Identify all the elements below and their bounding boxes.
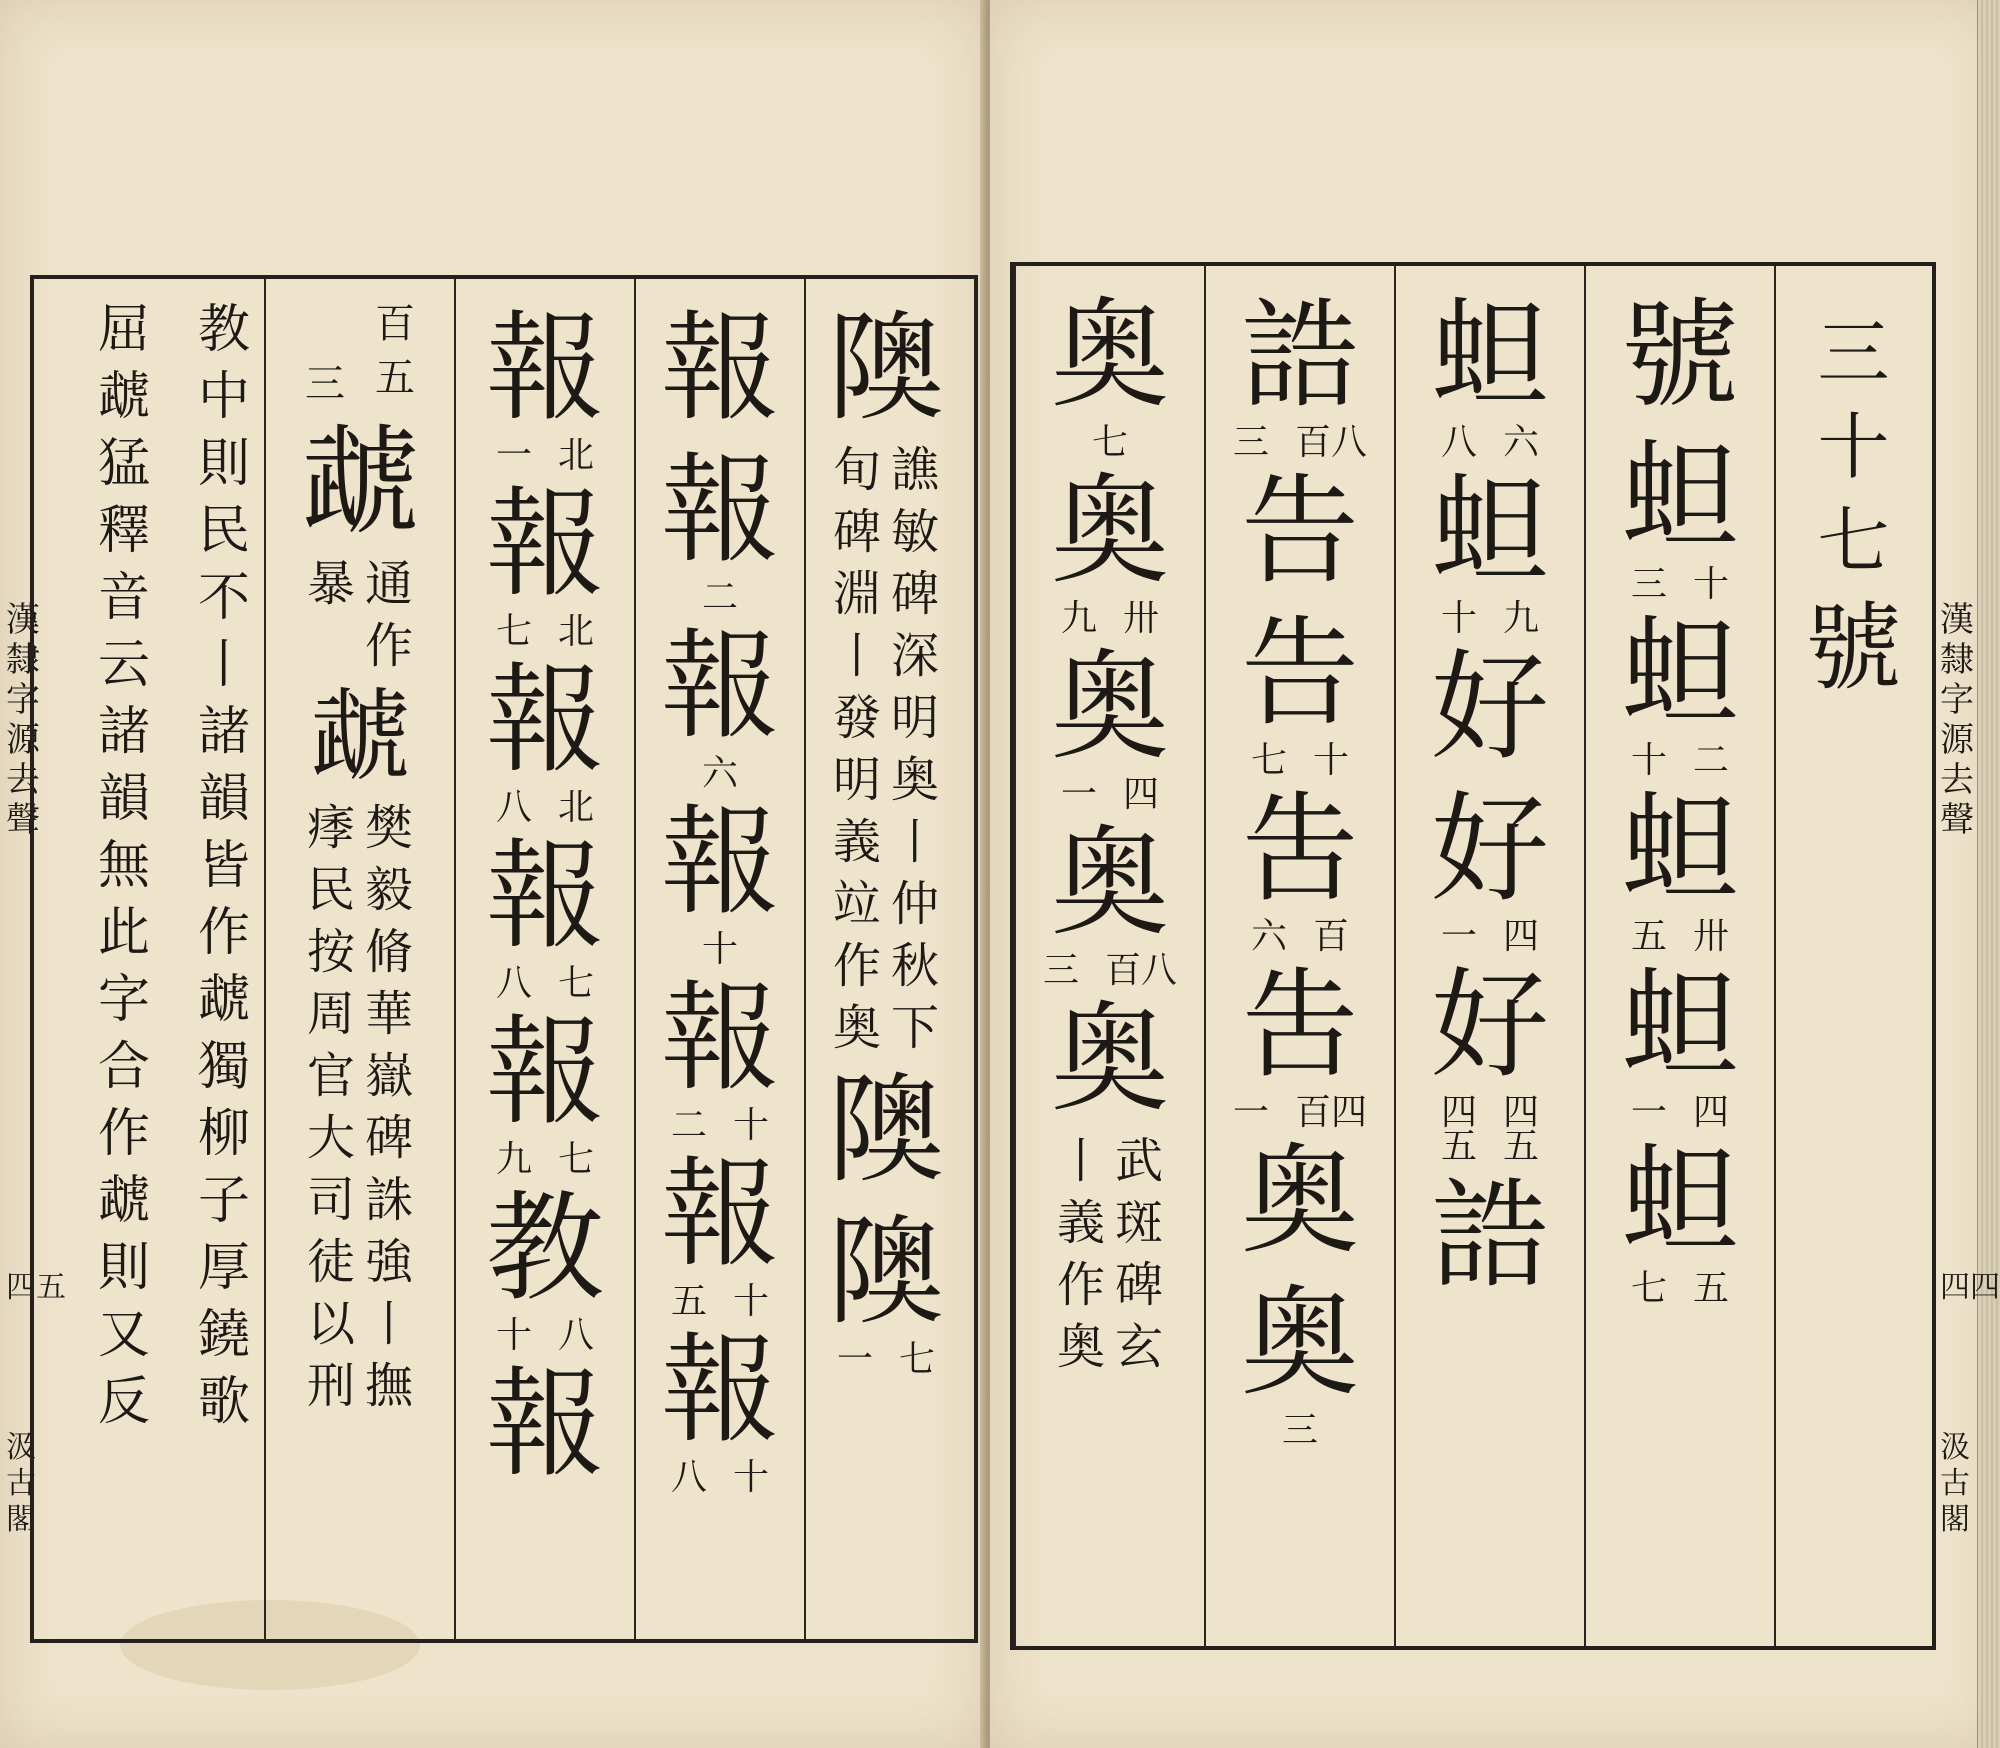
left-column-3 xyxy=(454,279,634,1639)
note-char: 強 xyxy=(365,1234,414,1290)
right-publisher xyxy=(1940,1430,1970,1538)
note-char: 三 xyxy=(1630,564,1667,605)
publisher-char: 古 xyxy=(1940,1466,1970,1501)
note-char: 武 xyxy=(1115,1133,1164,1189)
margin-char: 聲 xyxy=(1940,800,1974,840)
note-char: 一 xyxy=(1060,774,1097,815)
note-right xyxy=(375,297,415,411)
publisher-char: 閣 xyxy=(6,1502,36,1537)
note-char: 四 xyxy=(1503,916,1540,957)
text-char: 無 xyxy=(97,836,150,896)
text-char: 則 xyxy=(97,1238,150,1298)
right-margin-title xyxy=(1940,600,1974,840)
note-char: 七 xyxy=(899,1339,936,1380)
note-char: 六 xyxy=(701,753,738,794)
seal-character: 好 xyxy=(1430,638,1549,776)
note-char: 六 xyxy=(1250,916,1287,957)
note-char: 八 xyxy=(495,963,532,1004)
text-char: 作 xyxy=(97,1104,150,1164)
note-char: 卅 xyxy=(1123,598,1160,639)
publisher-char: 閣 xyxy=(1940,1502,1970,1537)
seal-character: 虣 xyxy=(300,413,419,551)
text-char: 民 xyxy=(197,501,250,561)
right-folio xyxy=(1940,1270,2000,1306)
note-char: 五 xyxy=(375,355,415,401)
note-char: 四 xyxy=(1440,1092,1477,1133)
seal-character: 奥 xyxy=(1050,638,1169,776)
note-char: 百 xyxy=(1313,916,1350,957)
margin-char: 源 xyxy=(1940,720,1974,760)
note-char: 百八 xyxy=(1295,422,1368,463)
note-char: 丨 xyxy=(832,628,881,684)
note-char: 丨 xyxy=(365,1296,414,1352)
text-char: 獨 xyxy=(197,1037,250,1097)
note-char: 發 xyxy=(832,690,881,746)
seal-character: 報 xyxy=(485,475,604,613)
seal-character: 奥 xyxy=(1240,1132,1359,1270)
annotation-right xyxy=(365,553,413,677)
text-char: 猛 xyxy=(97,434,150,494)
right-page xyxy=(990,0,2000,1748)
note-char: 七 xyxy=(1091,422,1128,463)
margin-char: 去 xyxy=(1940,760,1974,800)
text-char: 不 xyxy=(197,568,250,628)
text-char: 屈 xyxy=(97,300,150,360)
note-char: 一 xyxy=(1232,1092,1269,1133)
note-char: 三 xyxy=(1042,950,1079,991)
note-char: 作 xyxy=(1056,1257,1105,1313)
note-char: 七 xyxy=(1630,1268,1667,1309)
note-char: 北 xyxy=(558,611,595,652)
left-column-5 xyxy=(184,279,264,1639)
note-char: 司 xyxy=(306,1172,355,1228)
seal-character: 奥 xyxy=(1240,1274,1359,1412)
text-char: 反 xyxy=(97,1372,150,1432)
note-char: 五 xyxy=(1503,1126,1540,1167)
heading-char: 號 xyxy=(1805,592,1902,704)
note-char: 十 xyxy=(733,1457,770,1498)
note-char: 七 xyxy=(558,1139,595,1180)
variant-note xyxy=(1206,1408,1394,1454)
right-column-4 xyxy=(1014,266,1204,1646)
seal-character: 告 xyxy=(1240,604,1359,742)
note-char: 五 xyxy=(670,1281,707,1322)
seal-character: 報 xyxy=(485,651,604,789)
text-char: 諸 xyxy=(197,702,250,762)
seal-character: 奥 xyxy=(1050,814,1169,952)
entry-notes xyxy=(305,297,415,411)
note-char: 八 xyxy=(558,1315,595,1356)
right-column-2 xyxy=(1394,266,1584,1646)
note-char: 一 xyxy=(1440,916,1477,957)
right-columns xyxy=(1014,266,1932,1646)
text-char: 又 xyxy=(97,1305,150,1365)
annotation xyxy=(833,439,939,1059)
note-char: 三 xyxy=(1232,422,1269,463)
seal-character: 䖧 xyxy=(1620,780,1739,918)
annotation-left xyxy=(1057,1130,1105,1378)
note-char: 北 xyxy=(558,435,595,476)
text-char: 合 xyxy=(97,1037,150,1097)
note-char: 二 xyxy=(670,1105,707,1146)
note-char: 痵 xyxy=(306,800,355,856)
note-char: 斑 xyxy=(1115,1195,1164,1251)
note-char: 四 xyxy=(1123,774,1160,815)
annotation-left xyxy=(307,797,355,1417)
text-char: 子 xyxy=(197,1171,250,1231)
seal-character: 教 xyxy=(485,1179,604,1317)
left-page-frame xyxy=(30,275,978,1643)
note-char: 奥 xyxy=(1056,1319,1105,1375)
annotation-right xyxy=(891,439,939,1059)
note-char: 譙 xyxy=(891,442,940,498)
note-char: 十 xyxy=(733,1281,770,1322)
note-char: 五 xyxy=(1440,1126,1477,1167)
margin-char: 漢 xyxy=(1940,600,1974,640)
seal-character: 䖧 xyxy=(1620,428,1739,566)
annotation-right xyxy=(365,797,413,1417)
note-char: 八 xyxy=(1440,422,1477,463)
seal-character: 報 xyxy=(485,1003,604,1141)
variant-note xyxy=(806,1337,966,1383)
seal-character: 䖧 xyxy=(1620,1132,1739,1270)
margin-char: 隸 xyxy=(1940,640,1974,680)
note-char: 百 xyxy=(375,301,415,347)
seal-character: 隩 xyxy=(826,1203,945,1341)
left-columns xyxy=(34,279,974,1639)
seal-character: 隩 xyxy=(826,299,945,437)
seal-character: 虣 xyxy=(310,678,410,795)
commentary-text xyxy=(198,297,250,1436)
note-char: 一 xyxy=(1630,1092,1667,1133)
note-char: 按 xyxy=(306,924,355,980)
seal-character: 報 xyxy=(485,1355,604,1493)
note-char: 義 xyxy=(1056,1195,1105,1251)
annotation xyxy=(1057,1130,1163,1378)
seal-character: 報 xyxy=(660,1145,779,1283)
seal-character: 好 xyxy=(1430,780,1549,918)
note-char: 明 xyxy=(832,752,881,808)
text-char: 中 xyxy=(197,367,250,427)
right-column-3 xyxy=(1204,266,1394,1646)
note-char: 樊 xyxy=(365,800,414,856)
seal-character: 䖧 xyxy=(1430,462,1549,600)
seal-character: 吿 xyxy=(1240,780,1359,918)
note-char: 八 xyxy=(495,787,532,828)
note-char: 碑 xyxy=(365,1110,414,1166)
annotation xyxy=(307,553,413,677)
variant-note xyxy=(636,1455,804,1501)
text-char: 云 xyxy=(97,635,150,695)
margin-char: 去 xyxy=(6,760,40,800)
note-char: 百八 xyxy=(1105,950,1178,991)
note-char: 丨 xyxy=(1056,1133,1105,1189)
note-char: 七 xyxy=(1250,740,1287,781)
seal-character: 䖧 xyxy=(1430,286,1549,424)
note-char: 三 xyxy=(1281,1410,1318,1451)
seal-character: 奥 xyxy=(1050,990,1169,1128)
note-char: 一 xyxy=(836,1339,873,1380)
text-char: 歌 xyxy=(197,1372,250,1432)
annotation-left xyxy=(307,553,355,677)
note-char: 民 xyxy=(306,862,355,918)
note-char: 秋 xyxy=(891,938,940,994)
note-char: 二 xyxy=(701,577,738,618)
note-char: 竝 xyxy=(832,876,881,932)
annotation-right xyxy=(1115,1130,1163,1378)
note-char: 十 xyxy=(1440,598,1477,639)
right-page-frame xyxy=(1010,262,1936,1650)
note-char: 八 xyxy=(670,1457,707,1498)
text-char: 釋 xyxy=(97,501,150,561)
text-char: 虣 xyxy=(197,970,250,1030)
margin-char: 源 xyxy=(6,720,40,760)
seal-character: 䖧 xyxy=(1620,956,1739,1094)
note-char: 明 xyxy=(891,690,940,746)
note-char: 二 xyxy=(1693,740,1730,781)
seal-character: 誥 xyxy=(1430,1166,1549,1304)
text-char: 虣 xyxy=(97,1171,150,1231)
note-char: 五 xyxy=(1693,1268,1730,1309)
note-char: 撫 xyxy=(365,1358,414,1414)
note-char: 一 xyxy=(495,435,532,476)
left-column-2 xyxy=(634,279,804,1639)
note-char: 以 xyxy=(306,1296,355,1352)
note-char: 玄 xyxy=(1115,1319,1164,1375)
text-char: 鐃 xyxy=(197,1305,250,1365)
margin-char: 字 xyxy=(1940,680,1974,720)
note-char: 敏 xyxy=(891,504,940,560)
page-edge xyxy=(1977,0,2000,1748)
note-char: 卅 xyxy=(1693,916,1730,957)
seal-character: 報 xyxy=(660,1321,779,1459)
seal-character: 報 xyxy=(660,441,779,579)
note-char: 九 xyxy=(1060,598,1097,639)
text-char: 此 xyxy=(97,903,150,963)
note-char: 華 xyxy=(365,986,414,1042)
text-char: 韻 xyxy=(97,769,150,829)
note-char: 作 xyxy=(365,618,414,674)
note-char: 十 xyxy=(1630,740,1667,781)
text-char: 厚 xyxy=(197,1238,250,1298)
note-char: 碑 xyxy=(832,504,881,560)
seal-character: 吿 xyxy=(1240,956,1359,1094)
note-char: 義 xyxy=(832,814,881,870)
seal-character: 䖧 xyxy=(1620,604,1739,742)
text-char: 丨 xyxy=(197,635,250,695)
note-char: 四 xyxy=(1693,1092,1730,1133)
publisher-char: 汲 xyxy=(1940,1430,1970,1465)
seal-character: 隩 xyxy=(826,1061,945,1199)
text-char: 則 xyxy=(197,434,250,494)
note-char: 淵 xyxy=(832,566,881,622)
note-char: 奥 xyxy=(891,752,940,808)
publisher-char: 汲 xyxy=(6,1430,36,1465)
text-char: 諸 xyxy=(97,702,150,762)
note-char: 通 xyxy=(365,556,414,612)
note-char: 誅 xyxy=(365,1172,414,1228)
note-char: 官 xyxy=(306,1048,355,1104)
text-char: 字 xyxy=(97,970,150,1030)
heading-char: 七 xyxy=(1817,499,1890,583)
seal-character: 號 xyxy=(1620,286,1739,424)
note-char: 深 xyxy=(891,628,940,684)
section-heading xyxy=(1774,266,1931,1646)
text-char: 柳 xyxy=(197,1104,250,1164)
seal-character: 報 xyxy=(660,617,779,755)
left-column-6 xyxy=(44,279,204,1639)
note-char: 北 xyxy=(558,787,595,828)
note-char: 丨 xyxy=(891,814,940,870)
seal-character: 奥 xyxy=(1050,462,1169,600)
note-char: 暴 xyxy=(306,556,355,612)
margin-char: 隸 xyxy=(6,640,40,680)
note-char: 六 xyxy=(1503,422,1540,463)
note-char: 三 xyxy=(305,361,345,407)
note-char: 徒 xyxy=(306,1234,355,1290)
note-char: 七 xyxy=(558,963,595,1004)
note-char: 毅 xyxy=(365,862,414,918)
note-char: 十 xyxy=(733,1105,770,1146)
text-char: 音 xyxy=(97,568,150,628)
note-char: 九 xyxy=(1503,598,1540,639)
text-char: 虣 xyxy=(97,367,150,427)
commentary-text xyxy=(98,297,150,1436)
note-char: 碑 xyxy=(891,566,940,622)
margin-char: 聲 xyxy=(6,800,40,840)
text-char: 韻 xyxy=(197,769,250,829)
note-char: 旬 xyxy=(832,442,881,498)
text-char: 作 xyxy=(197,903,250,963)
note-char: 作 xyxy=(832,938,881,994)
seal-character: 誥 xyxy=(1240,286,1359,424)
heading-char: 三 xyxy=(1817,311,1890,395)
note-char: 四 xyxy=(1503,1092,1540,1133)
folio-number: 四五 xyxy=(6,1270,66,1305)
note-char: 百四 xyxy=(1295,1092,1368,1133)
annotation xyxy=(307,797,413,1417)
seal-character: 告 xyxy=(1240,462,1359,600)
note-char: 十 xyxy=(701,929,738,970)
folio-number: 四四 xyxy=(1940,1270,2000,1305)
note-char: 十 xyxy=(1313,740,1350,781)
note-char: 大 xyxy=(306,1110,355,1166)
note-char: 七 xyxy=(495,611,532,652)
seal-character: 奥 xyxy=(1050,286,1169,424)
note-left xyxy=(305,297,345,411)
note-char: 九 xyxy=(495,1139,532,1180)
seal-character: 報 xyxy=(485,299,604,437)
note-char: 刑 xyxy=(306,1358,355,1414)
seal-character: 報 xyxy=(660,793,779,931)
left-column-1 xyxy=(804,279,966,1639)
seal-character: 報 xyxy=(660,299,779,437)
seal-character: 報 xyxy=(660,969,779,1107)
note-char: 脩 xyxy=(365,924,414,980)
publisher-char: 古 xyxy=(6,1466,36,1501)
right-column-1 xyxy=(1584,266,1774,1646)
annotation-left xyxy=(833,439,881,1059)
note-char: 十 xyxy=(495,1315,532,1356)
note-char: 十 xyxy=(1693,564,1730,605)
note-char: 五 xyxy=(1630,916,1667,957)
text-char: 教 xyxy=(197,300,250,360)
heading-char: 十 xyxy=(1817,405,1890,489)
note-char: 仲 xyxy=(891,876,940,932)
left-column-4 xyxy=(264,279,454,1639)
margin-char: 漢 xyxy=(6,600,40,640)
seal-character: 報 xyxy=(485,827,604,965)
variant-note xyxy=(1586,1266,1774,1312)
note-char: 嶽 xyxy=(365,1048,414,1104)
seal-character: 好 xyxy=(1430,956,1549,1094)
note-char: 奥 xyxy=(832,1000,881,1056)
text-char: 皆 xyxy=(197,836,250,896)
note-char: 周 xyxy=(306,986,355,1042)
margin-char: 字 xyxy=(6,680,40,720)
note-char: 下 xyxy=(891,1000,940,1056)
note-char: 碑 xyxy=(1115,1257,1164,1313)
left-page xyxy=(0,0,985,1748)
